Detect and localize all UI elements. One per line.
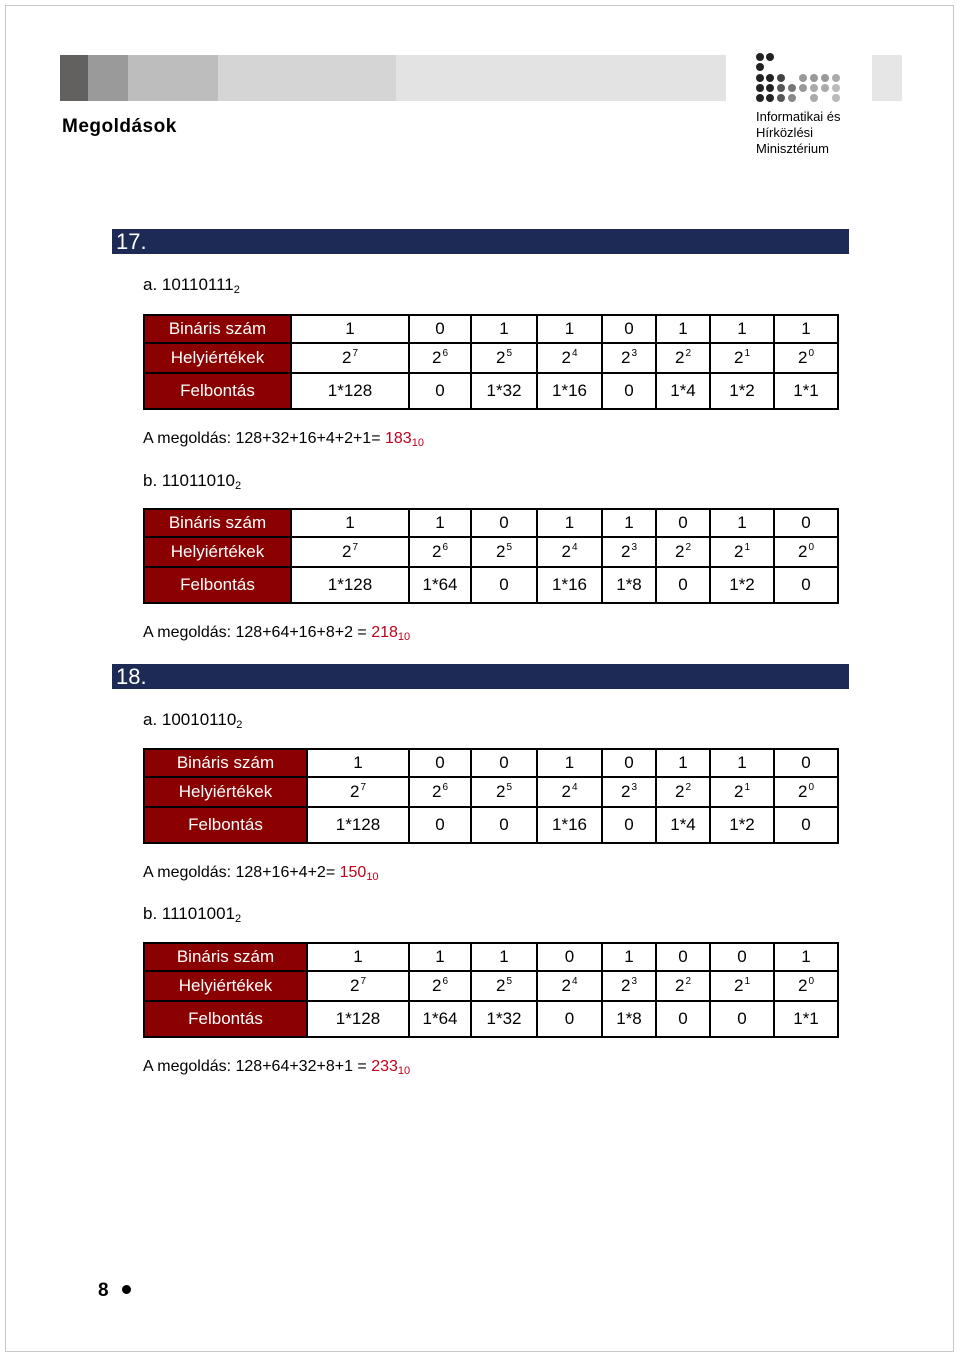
table-cell: 0 [602, 315, 656, 343]
row-label: Felbontás [144, 807, 307, 843]
row-label: Helyiértékek [144, 777, 307, 807]
table-cell: 0 [656, 1001, 710, 1037]
binary-table-18a [143, 748, 839, 844]
table-cell: $2^6$ [409, 777, 471, 807]
decomposition-row [144, 567, 838, 603]
table-cell: 1*8 [602, 567, 656, 603]
row-label: Bináris szám [144, 749, 307, 777]
table-cell: $2^1$ [710, 971, 774, 1001]
table-cell: $2^5$ [471, 777, 537, 807]
table-cell: 1 [471, 315, 537, 343]
table-cell: 1*16 [537, 373, 602, 409]
table-cell: 0 [602, 373, 656, 409]
table-cell: 1*4 [656, 807, 710, 843]
row-label: Felbontás [144, 567, 291, 603]
table-cell: 0 [774, 749, 838, 777]
table-cell: 1*128 [291, 373, 409, 409]
table-cell: 1 [471, 943, 537, 971]
table-cell: $2^2$ [656, 777, 710, 807]
table-cell: 1 [656, 315, 710, 343]
table-cell: 1 [291, 509, 409, 537]
header-bar [60, 55, 88, 101]
row-label: Bináris szám [144, 509, 291, 537]
table-cell: 0 [471, 509, 537, 537]
table-cell: 1*128 [291, 567, 409, 603]
table-cell: $2^7$ [307, 777, 409, 807]
row-label: Helyiértékek [144, 537, 291, 567]
table-cell: 1*32 [471, 1001, 537, 1037]
table-cell: $2^5$ [471, 537, 537, 567]
table-cell: $2^7$ [291, 537, 409, 567]
row-label: Bináris szám [144, 943, 307, 971]
table-cell: $2^2$ [656, 343, 710, 373]
place-value-row [144, 777, 838, 807]
table-cell: $2^0$ [774, 343, 838, 373]
header-bar [396, 55, 726, 101]
section-18-header: 18. [112, 664, 849, 689]
bullet-icon [122, 1285, 131, 1294]
row-label: Helyiértékek [144, 343, 291, 373]
table-cell: 0 [602, 749, 656, 777]
table-cell: $2^3$ [602, 971, 656, 1001]
table-cell: 1*32 [471, 373, 537, 409]
decomposition-row [144, 807, 838, 843]
table-cell: 1 [602, 509, 656, 537]
binary-row [144, 315, 838, 343]
table-cell: 1*128 [307, 1001, 409, 1037]
table-cell: $2^0$ [774, 971, 838, 1001]
table-cell: 0 [471, 749, 537, 777]
table-cell: $2^5$ [471, 971, 537, 1001]
result-17b: A megoldás: $128+64+16+8+2 = 218_{10}$ [143, 624, 411, 643]
table-cell: $2^0$ [774, 777, 838, 807]
table-cell: 1 [537, 749, 602, 777]
table-cell: 0 [602, 807, 656, 843]
table-cell: 0 [656, 567, 710, 603]
table-cell: $2^3$ [602, 537, 656, 567]
table-cell: $2^4$ [537, 777, 602, 807]
table-cell: $2^1$ [710, 343, 774, 373]
table-cell: 1*128 [307, 807, 409, 843]
header-bar [88, 55, 128, 101]
table-cell: 1*64 [409, 567, 471, 603]
result-18a: A megoldás: $128+16+4+2= 150_{10}$ [143, 864, 379, 883]
header-bar [872, 55, 902, 101]
table-cell: 1*2 [710, 373, 774, 409]
table-cell: $2^1$ [710, 537, 774, 567]
table-cell: 1 [537, 315, 602, 343]
page-title: Megoldások [62, 116, 177, 137]
table-cell: 1*1 [774, 373, 838, 409]
header-bar [218, 55, 396, 101]
table-cell: 1*2 [710, 567, 774, 603]
row-label: Felbontás [144, 1001, 307, 1037]
binary-table-18b [143, 942, 839, 1038]
binary-row [144, 509, 838, 537]
ministry-logo [756, 53, 856, 157]
table-cell: 1*64 [409, 1001, 471, 1037]
table-cell: 1 [710, 315, 774, 343]
table-cell: 0 [656, 509, 710, 537]
table-cell: $2^2$ [656, 971, 710, 1001]
result-18b: A megoldás: $128+64+32+8+1 = 233_{10}$ [143, 1058, 411, 1077]
logo-dots-icon [756, 53, 856, 103]
table-cell: 1 [409, 509, 471, 537]
table-cell: 0 [409, 315, 471, 343]
table-cell: $2^1$ [710, 777, 774, 807]
table-cell: 1 [291, 315, 409, 343]
table-cell: 1*16 [537, 807, 602, 843]
binary-row [144, 749, 838, 777]
table-cell: 1 [409, 943, 471, 971]
decomposition-row [144, 373, 838, 409]
table-cell: $2^4$ [537, 971, 602, 1001]
table-cell: $2^3$ [602, 343, 656, 373]
table-cell: 0 [537, 943, 602, 971]
part-17b-label: b. $11011010_2$ [143, 471, 242, 492]
table-cell: 1*1 [774, 1001, 838, 1037]
table-cell: 1 [774, 315, 838, 343]
decomposition-row [144, 1001, 838, 1037]
table-cell: $2^4$ [537, 343, 602, 373]
row-label: Bináris szám [144, 315, 291, 343]
table-cell: 1*2 [710, 807, 774, 843]
place-value-row [144, 343, 838, 373]
table-cell: $2^6$ [409, 537, 471, 567]
table-cell: 0 [710, 943, 774, 971]
table-cell: $2^5$ [471, 343, 537, 373]
part-17a-label: a. $10110111_2$ [143, 275, 240, 296]
result-17a: A megoldás: $128+32+16+4+2+1= 183_{10}$ [143, 430, 424, 449]
table-cell: $2^7$ [291, 343, 409, 373]
table-cell: 0 [774, 807, 838, 843]
table-cell: 0 [409, 807, 471, 843]
table-cell: $2^0$ [774, 537, 838, 567]
table-cell: $2^6$ [409, 343, 471, 373]
table-cell: 1*4 [656, 373, 710, 409]
table-cell: $2^2$ [656, 537, 710, 567]
table-cell: 1 [602, 943, 656, 971]
table-cell: $2^7$ [307, 971, 409, 1001]
place-value-row [144, 537, 838, 567]
table-cell: $2^4$ [537, 537, 602, 567]
table-cell: 0 [409, 373, 471, 409]
binary-table-17a [143, 314, 839, 410]
table-cell: 1 [774, 943, 838, 971]
table-cell: 1 [537, 509, 602, 537]
section-17-header: 17. [112, 229, 849, 254]
row-label: Felbontás [144, 373, 291, 409]
table-cell: 1 [710, 509, 774, 537]
binary-table-17b [143, 508, 839, 604]
table-cell: 1*8 [602, 1001, 656, 1037]
row-label: Helyiértékek [144, 971, 307, 1001]
logo-text: Informatikai és Hírközlési Minisztérium [756, 109, 841, 156]
table-cell: 0 [774, 509, 838, 537]
table-cell: 0 [656, 943, 710, 971]
table-cell: 0 [471, 567, 537, 603]
table-cell: 0 [409, 749, 471, 777]
part-18a-label: a. $10010110_2$ [143, 710, 243, 731]
part-18b-label: b. $11101001_2$ [143, 904, 242, 925]
table-cell: 0 [710, 1001, 774, 1037]
table-cell: 1 [710, 749, 774, 777]
table-cell: 1 [307, 749, 409, 777]
table-cell: 0 [774, 567, 838, 603]
table-cell: 1 [307, 943, 409, 971]
place-value-row [144, 971, 838, 1001]
table-cell: $2^6$ [409, 971, 471, 1001]
header-bar [128, 55, 218, 101]
table-cell: 0 [537, 1001, 602, 1037]
table-cell: $2^3$ [602, 777, 656, 807]
table-cell: 1 [656, 749, 710, 777]
binary-row [144, 943, 838, 971]
page-number: 8 [98, 1280, 109, 1301]
table-cell: 0 [471, 807, 537, 843]
table-cell: 1*16 [537, 567, 602, 603]
